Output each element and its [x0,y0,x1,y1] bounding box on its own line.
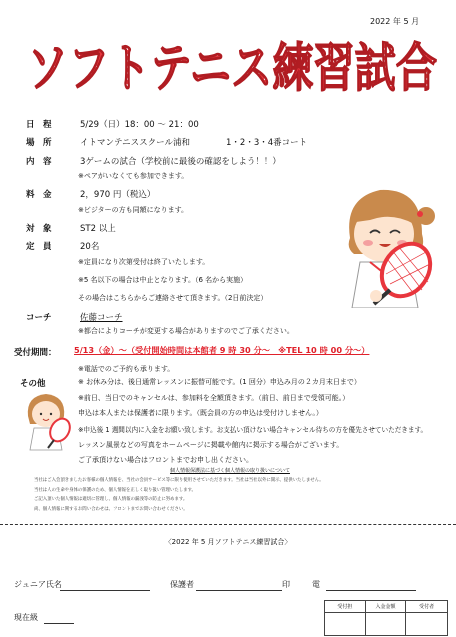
girl-with-racket-illustration [330,178,440,308]
content-note: ※ペアがいなくても参加できます。 [78,172,189,180]
place-courts: 1・2・3・4番コート [226,138,308,148]
box-header: 受付者 [406,601,447,613]
privacy-heading: 個人情報保護法に基づく個人情報の取り扱いについて [170,468,290,474]
girl-with-racket-illustration-small [18,390,74,452]
guardian-field[interactable] [196,590,282,591]
box-header: 入金金額 [366,601,407,613]
other-note-1: ※ お休み分は、後日通常レッスンに振替可能です。(1 回分）申込み月の２カ月末日まで） [78,378,361,386]
place-value: イトマンテニススクール浦和 [80,138,190,148]
period-label: 受付期間： [14,348,57,358]
other-note-4: ※申込後 1 週間以内に入金をお願い致します。お支払い頂けない場合キャンセル待ちの方を優先させていただきます。 [78,426,428,434]
box-cell[interactable] [325,613,366,635]
other-note-3: 申込は本人または保護者に限ります。（既会員の方の申込は受付けしません。） [78,409,323,417]
privacy-line: 尚、個人情報に関するお問い合わせは、フロントまでお問い合わせください。 [34,506,188,512]
privacy-line: 当社は人の生命や身体の保護のため、個人情報を正しく取り扱い管理いたします。 [34,487,196,493]
fee-note: ※ビジターの方も同額になります。 [78,206,189,214]
document-date: 2022 年 5 月 [370,17,420,26]
box-cell[interactable] [406,613,447,635]
capacity-note-3: その場合はこちらからご連絡させて頂きます。（2日前決定） [78,294,268,302]
target-label: 対 象 [26,224,52,234]
box-cell[interactable] [366,613,407,635]
content-value: 3ゲームの試合（学校前に最後の確認をしよう！！） [80,157,281,167]
guardian-label: 保護者 [170,580,194,589]
coach-label: コーチ [26,313,52,323]
other-note-6: ご了承頂けない場合はフロントまでお申し出ください。 [78,456,253,464]
schedule-label: 日 程 [26,120,52,130]
form-caption: 〈2022 年 5 月ソフトテニス練習試合〉 [164,538,292,546]
title-text: ソフトテニス練習試合 [27,39,437,99]
tel-label: 電 [312,580,320,589]
privacy-block [34,476,424,514]
other-label: その他 [20,379,46,389]
fee-value: 2，970 円（税込） [80,190,156,200]
coach-note: ※都合によりコーチが変更する場合がありますのでご了承ください。 [78,327,294,335]
capacity-value: 20名 [80,242,100,252]
class-field[interactable] [44,623,74,624]
class-label: 現在級 [14,613,38,622]
tear-line [0,524,456,525]
period-value: 5/13（金）〜（受付開始時間は本館者 9 時 30 分〜 ※TEL 10 時 00 分〜） [74,345,370,355]
seal-label: 印 [282,580,290,589]
coach-value: 佐藤コーチ [80,313,123,323]
junior-name-field[interactable] [60,590,150,591]
period-note: ※電話でのご予約も承ります。 [78,365,175,373]
other-note-5: レッスン風景などの写真をホームページに掲載や館内に掲示する場合がございます。 [78,441,344,449]
privacy-line: ご記入頂いた個人情報は適切に管理し、個人情報の漏洩等の防止に努めます。 [34,497,188,502]
tel-field[interactable] [326,590,416,591]
box-header: 受付担 [325,601,366,613]
schedule-value: 5/29（日）18：00 〜 21：00 [80,120,199,130]
other-note-2: ※前日、当日でのキャンセルは、参加料を全額頂きます。（前日、前日まで受領可能。） [78,394,350,402]
capacity-note-1: ※定員になり次第受付は終了いたします。 [78,258,210,266]
privacy-line: 当社はご入会頂きましたお客様の個人情報を、当社の会員サービス等に限り使用させていただきます。当社は当社以外に開示、提供いたしません。 [34,478,324,483]
place-label: 場 所 [26,138,52,148]
target-value: ST2 以上 [80,224,116,234]
capacity-label: 定 員 [26,242,52,252]
junior-name-label: ジュニア氏名 [14,580,62,589]
staff-box-table [324,600,448,636]
fee-label: 料 金 [26,190,52,200]
content-label: 内 容 [26,157,52,167]
capacity-note-2: ※5 名以下の場合は中止となります。（6 名から実施） [78,276,248,284]
title-banner [22,28,442,102]
